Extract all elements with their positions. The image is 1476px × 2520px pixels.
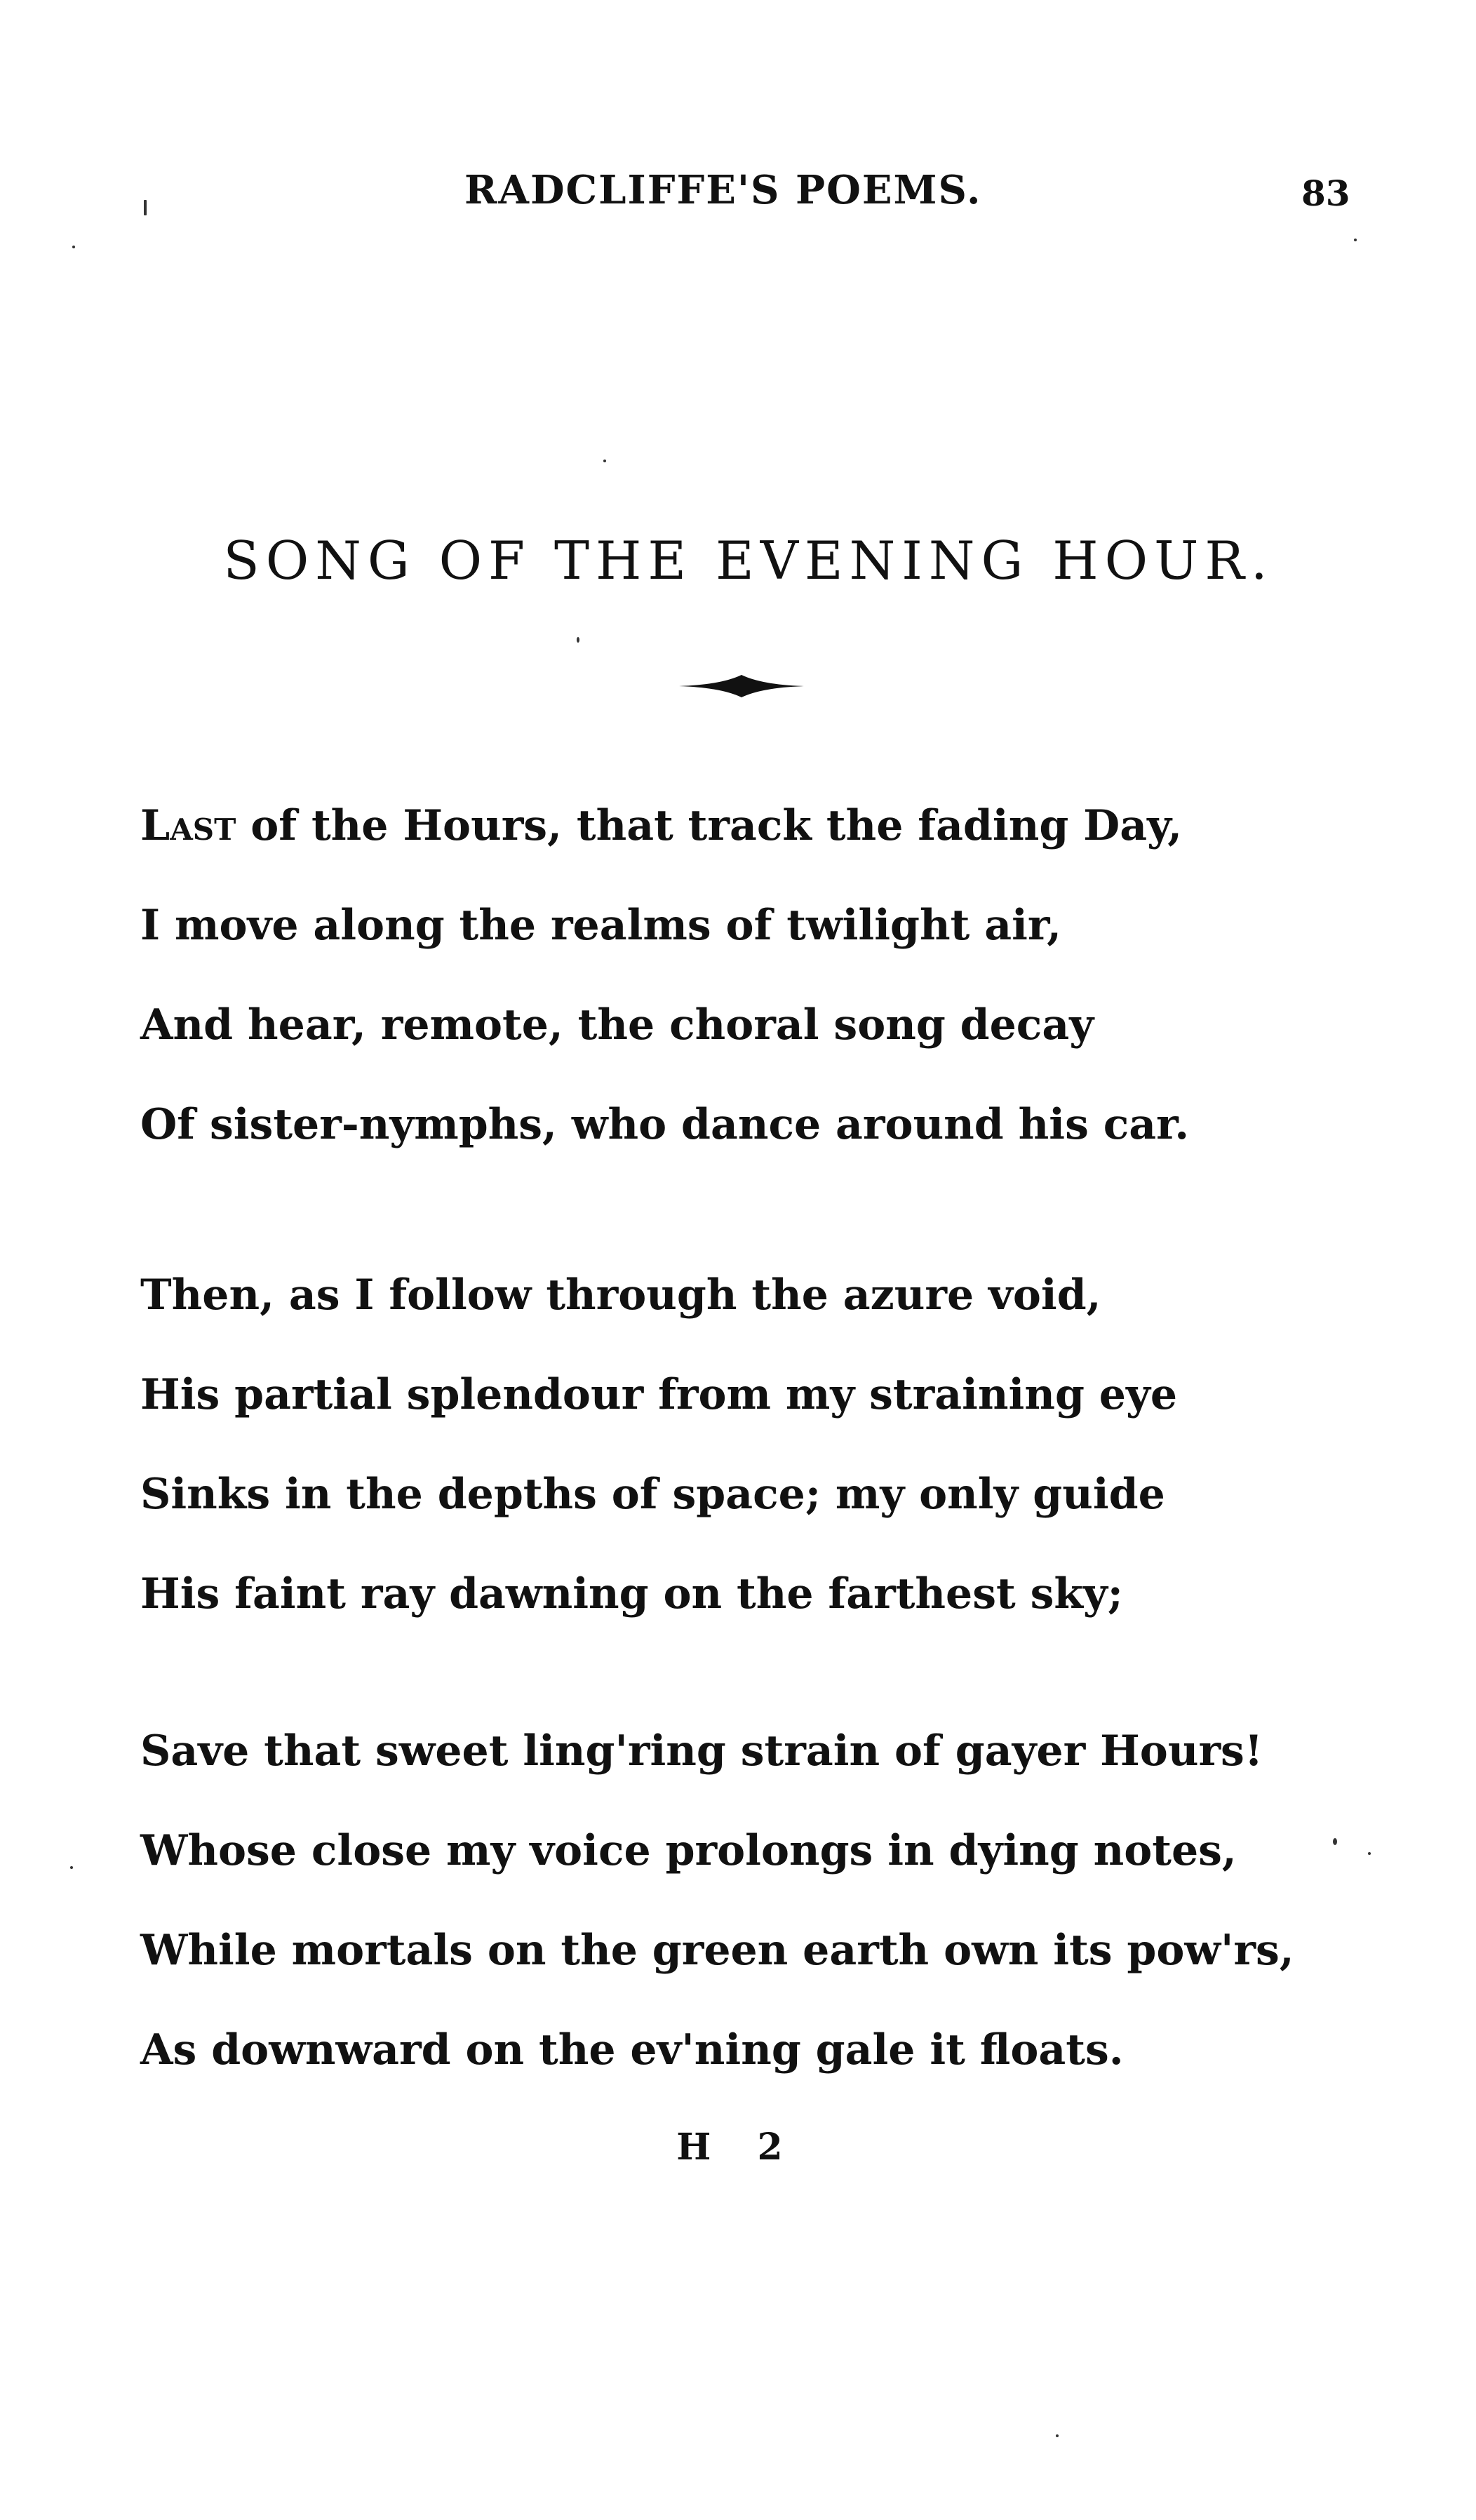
poem-line: Whose close my voice prolongs in dying notes, [140, 1826, 1237, 1875]
first-word: Last [140, 801, 236, 850]
poem-line: His partial splendour from my straining eye [140, 1370, 1177, 1419]
print-speck [72, 246, 75, 248]
poem-line: Then, as I follow through the azure void, [140, 1271, 1101, 1320]
poem-title: SONG OF THE EVENING HOUR. [223, 530, 1274, 591]
poem-line: Save that sweet ling'ring strain of gayer Hours! [140, 1727, 1263, 1776]
print-speck [577, 637, 579, 643]
signature-mark: H 2 [676, 2126, 800, 2169]
poem-line: I move along the realms of twilight air, [140, 901, 1061, 950]
stanza-3 [140, 1701, 1333, 2100]
print-speck [603, 460, 606, 462]
poem-line: And hear, remote, the choral song decay [140, 1000, 1094, 1050]
page-number: 83 [1301, 173, 1350, 214]
line-rest: of the Hours, that track the fading Day, [236, 801, 1183, 850]
print-speck [1368, 1852, 1371, 1855]
stanza-1 [140, 776, 1333, 1174]
poem-line: Sinks in the depths of space; my only guide [140, 1470, 1165, 1519]
ornament-rule-icon [679, 672, 804, 700]
print-speck [70, 1866, 73, 1869]
print-speck [144, 200, 147, 215]
poem-line: As downward on the ev'ning gale it floats. [140, 2025, 1124, 2075]
running-title: RADCLIFFE'S POEMS. [464, 167, 982, 213]
print-speck [1354, 239, 1357, 241]
poem-line [140, 776, 1333, 876]
poem-line: His faint ray dawning on the farthest sky; [140, 1569, 1123, 1618]
poem-line: While mortals on the green earth own its pow'rs, [140, 1926, 1294, 1975]
stanza-2 [140, 1245, 1333, 1644]
poem-line: Of sister-nymphs, who dance around his car. [140, 1100, 1190, 1149]
print-speck [1333, 1838, 1337, 1845]
print-speck [1056, 2434, 1059, 2437]
